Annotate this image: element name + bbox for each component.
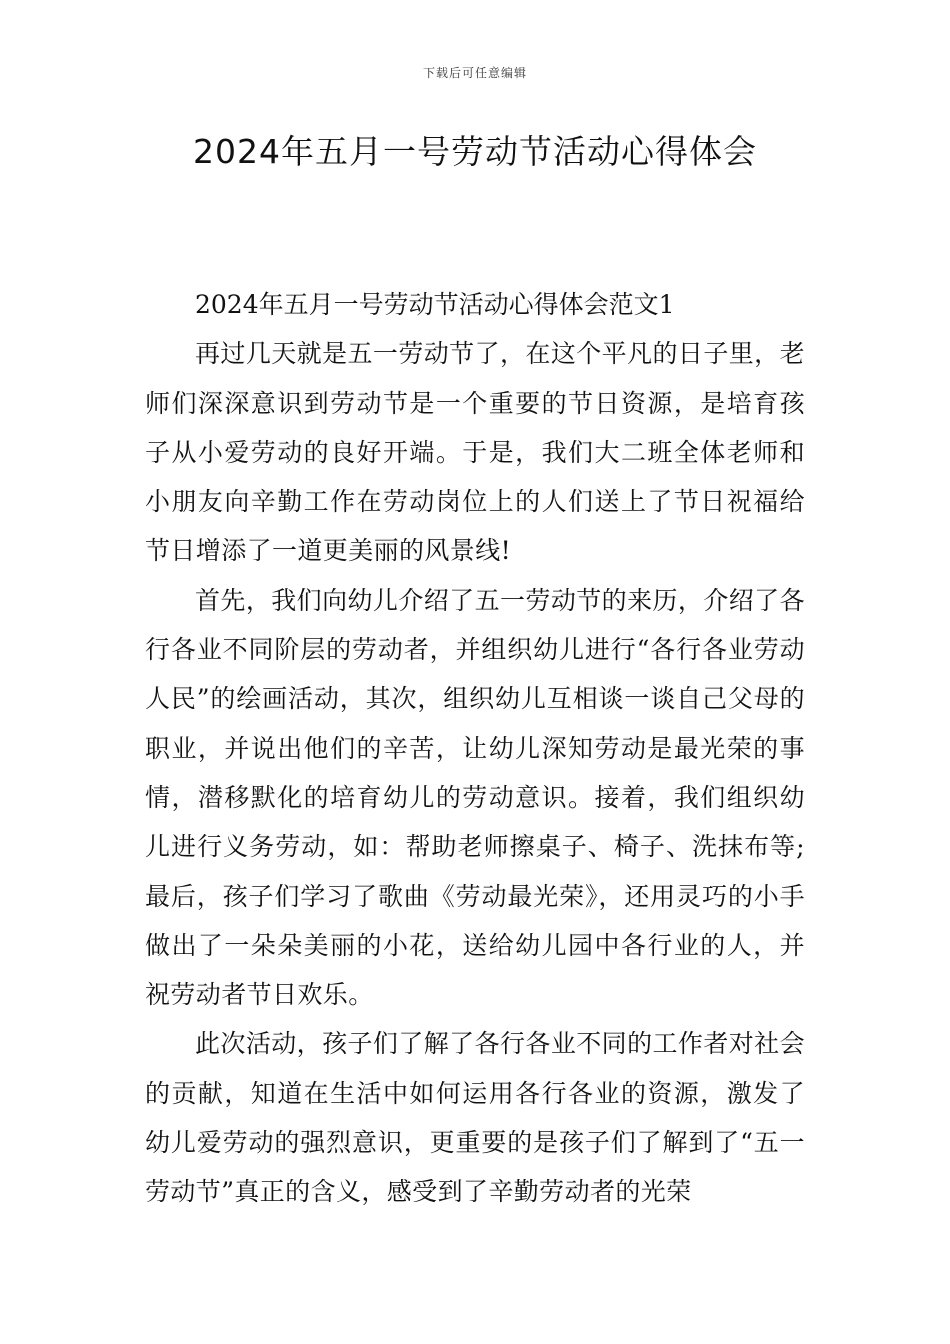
document-body (145, 280, 805, 1217)
section-subtitle: 2024年五月一号劳动节活动心得体会范文1 (195, 290, 675, 319)
header-note: 下载后可任意编辑 (422, 66, 527, 80)
paragraph-1: 再过几天就是五一劳动节了，在这个平凡的日子里，老师们深深意识到劳动节是一个重要的节日资源，是培育孩子从小爱劳动的良好开端。于是，我们大二班全体老师和小朋友向辛勤工作在劳动岗位上的人们送上了节日祝福给节日增添了一道更美丽的风景线! (145, 339, 805, 566)
paragraph-3: 此次活动，孩子们了解了各行各业不同的工作者对社会的贡献，知道在生活中如何运用各行各业的资源，激发了幼儿爱劳动的强烈意识，更重要的是孩子们了解到了“五一劳动节”真正的含义，感受到了辛勤劳动者的光荣 (145, 1029, 805, 1207)
paragraph-2: 首先，我们向幼儿介绍了五一劳动节的来历，介绍了各行各业不同阶层的劳动者，并组织幼儿进行“各行各业劳动人民”的绘画活动，其次，组织幼儿互相谈一谈自己父母的职业，并说出他们的辛苦，让幼儿深知劳动是最光荣的事情，潜移默化的培育幼儿的劳动意识。接着，我们组织幼儿进行义务劳动，如：帮助老师擦桌子、椅子、洗抹布等;最后，孩子们学习了歌曲《劳动最光荣》，还用灵巧的小手做出了一朵朵美丽的小花，送给幼儿园中各行业的人，并祝劳动者节日欢乐。 (145, 585, 805, 1010)
document-title: 2024年五月一号劳动节活动心得体会 (193, 132, 757, 171)
